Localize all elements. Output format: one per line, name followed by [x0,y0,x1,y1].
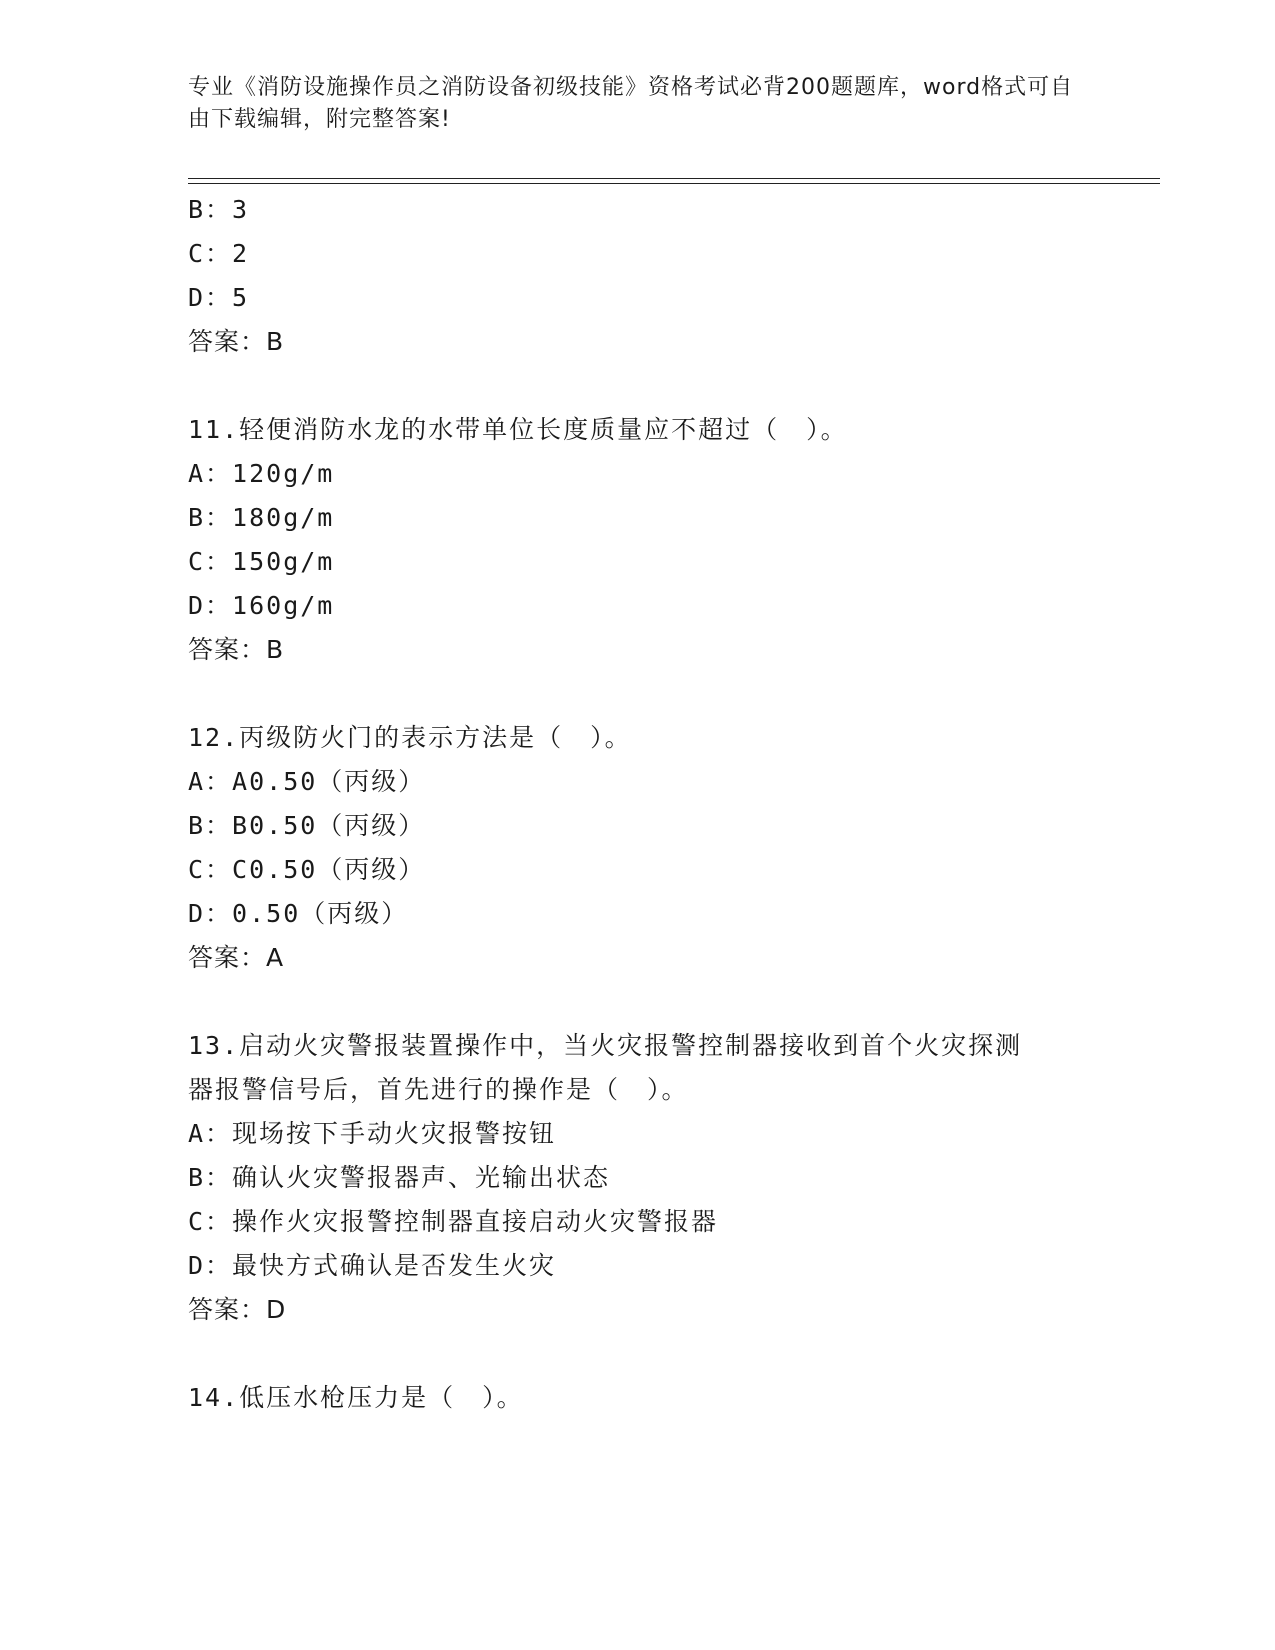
header-divider-bottom [188,183,1160,184]
q12-answer: 答案：A [188,943,285,972]
q11-option-b: B：180g/m [188,503,335,532]
document-header: 专业《消防设施操作员之消防设备初级技能》资格考试必背200题题库，word格式可自由下载编辑，附完整答案! [188,75,1074,132]
q11-answer: 答案：B [188,635,285,664]
q13-answer: 答案：D [188,1295,287,1324]
q13-option-d: D：最快方式确认是否发生火灾 [188,1251,557,1280]
q12-option-b: B：B0.50（丙级） [188,811,426,840]
q12-option-d: D：0.50（丙级） [188,899,409,928]
q13-option-a: A：现场按下手动火灾报警按钮 [188,1119,557,1148]
q12-option-a: A：A0.50（丙级） [188,767,426,796]
q14-stem: 14.低压水枪压力是（ ）。 [188,1383,524,1412]
q10-option-b: B：3 [188,195,250,224]
q13-stem-line1: 13.启动火灾警报装置操作中，当火灾报警控制器接收到首个火灾探测 [188,1031,1023,1060]
q13-option-b: B：确认火灾警报器声、光输出状态 [188,1163,611,1192]
q13-stem-line2: 器报警信号后，首先进行的操作是（ ）。 [188,1075,689,1104]
q11-option-a: A：120g/m [188,459,335,488]
q12-stem: 12.丙级防火门的表示方法是（ ）。 [188,723,632,752]
q12-option-c: C：C0.50（丙级） [188,855,426,884]
q10-option-d: D：5 [188,283,250,312]
header-divider-top [188,178,1160,179]
q11-option-d: D：160g/m [188,591,335,620]
q13-option-c: C：操作火灾报警控制器直接启动火灾警报器 [188,1207,719,1236]
q10-answer: 答案：B [188,327,285,356]
q11-stem: 11.轻便消防水龙的水带单位长度质量应不超过（ ）。 [188,415,848,444]
q10-option-c: C：2 [188,239,250,268]
q11-option-c: C：150g/m [188,547,335,576]
